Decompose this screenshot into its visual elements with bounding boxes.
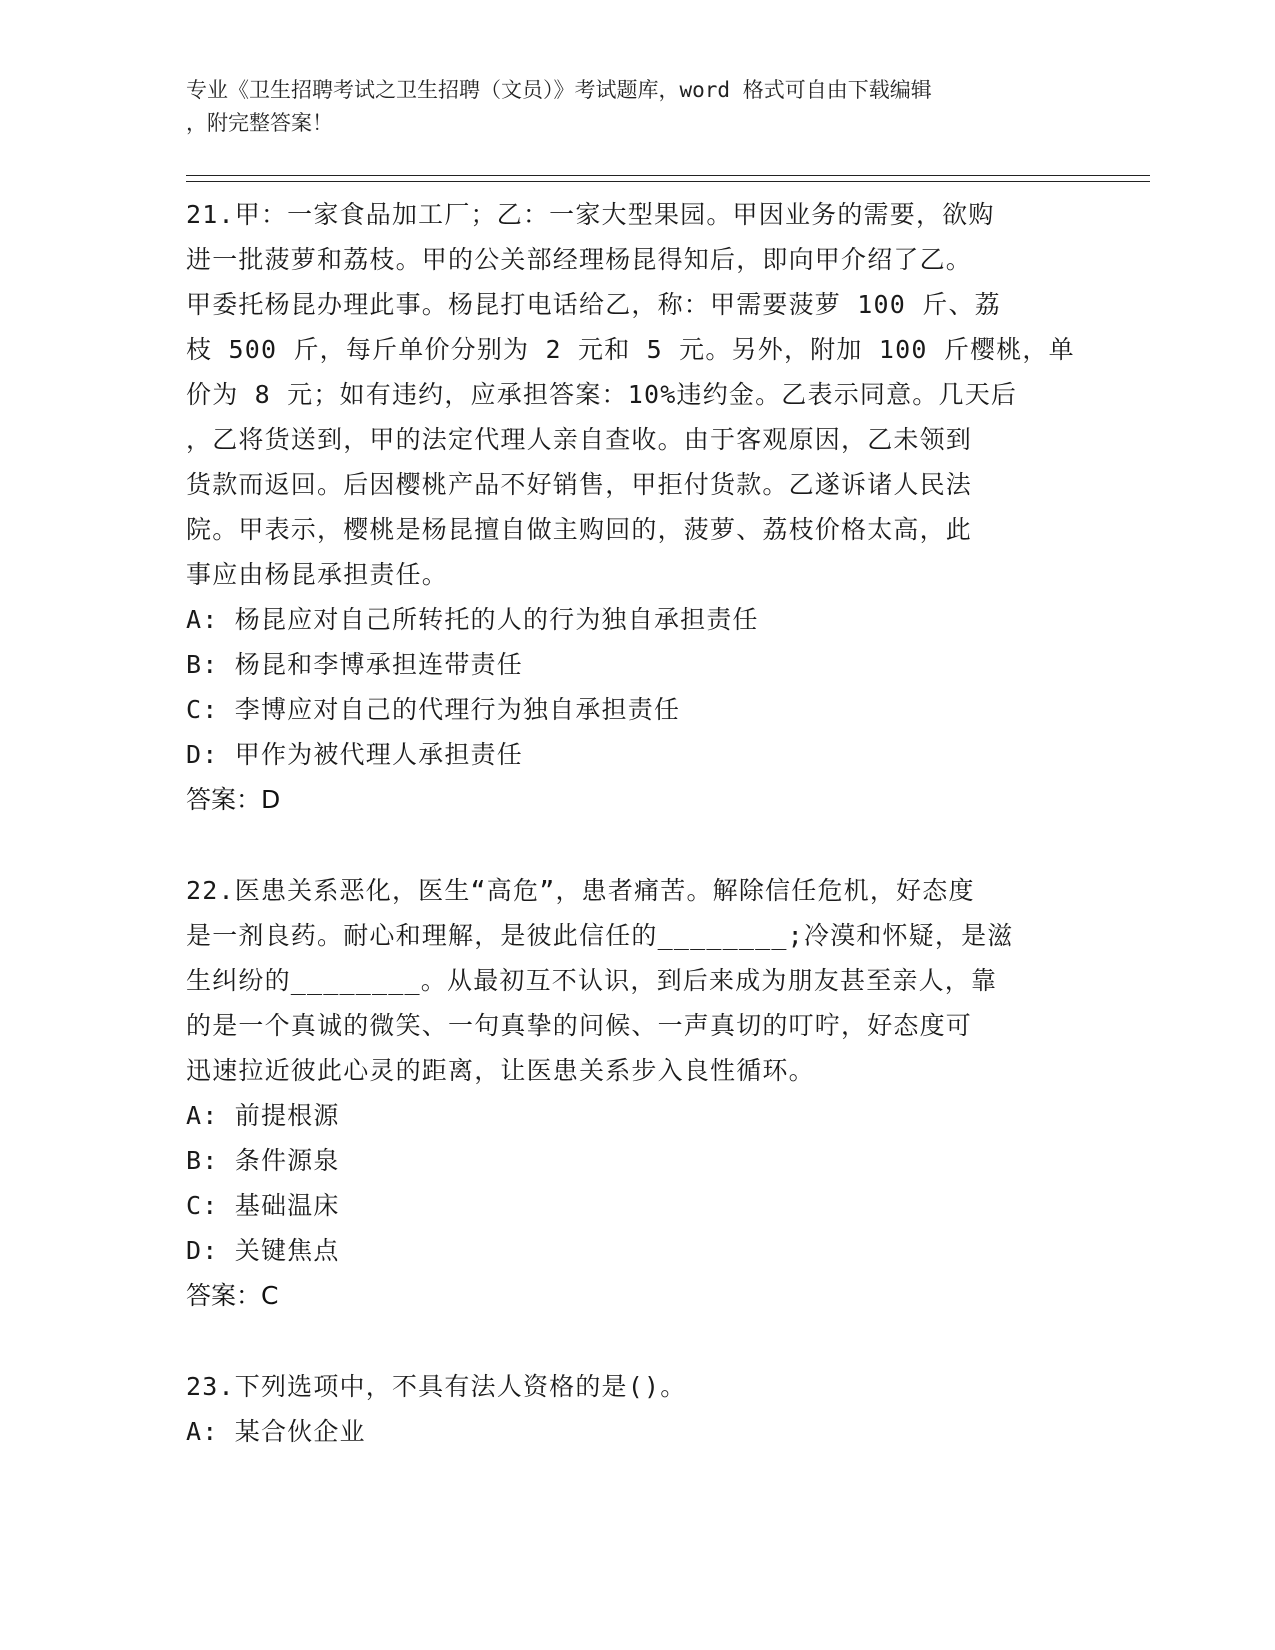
question-text-line: 枝 500 斤，每斤单价分别为 2 元和 5 元。另外，附加 100 斤樱桃，单 (186, 335, 1075, 364)
answer-line: 答案：C (186, 1281, 279, 1310)
question-22 (186, 868, 1066, 1318)
question-text-line: 货款而返回。后因樱桃产品不好销售，甲拒付货款。乙遂诉诸人民法 (186, 470, 973, 499)
option-b: B: 条件源泉 (186, 1146, 340, 1175)
question-text-line: 是一剂良药。耐心和理解，是彼此信任的________;冷漠和怀疑，是滋 (186, 921, 1014, 950)
question-text-line: 价为 8 元；如有违约，应承担答案：10%违约金。乙表示同意。几天后 (186, 380, 1018, 409)
answer-line: 答案：D (186, 785, 281, 814)
header-rule-top (186, 175, 1150, 176)
option-d: D: 甲作为被代理人承担责任 (186, 740, 523, 769)
option-b: B: 杨昆和李博承担连带责任 (186, 650, 523, 679)
header-line-1: 专业《卫生招聘考试之卫生招聘（文员）》考试题库，word 格式可自由下载编辑 (186, 78, 932, 102)
question-list (186, 192, 1075, 1454)
question-text-line: 甲委托杨昆办理此事。杨昆打电话给乙，称：甲需要菠萝 100 斤、荔 (186, 290, 1001, 319)
header-rule-bottom (186, 181, 1150, 182)
document-header (186, 74, 1086, 140)
option-a: A: 某合伙企业 (186, 1417, 366, 1446)
question-text-line: 的是一个真诚的微笑、一句真挚的问候、一声真切的叮咛，好态度可 (186, 1011, 973, 1040)
question-21 (186, 192, 1075, 822)
question-23 (186, 1364, 1066, 1454)
header-line-2: ，附完整答案！ (186, 111, 333, 135)
question-text-line: 迅速拉近彼此心灵的距离，让医患关系步入良性循环。 (186, 1056, 815, 1085)
option-a: A: 前提根源 (186, 1101, 340, 1130)
option-c: C: 李博应对自己的代理行为独自承担责任 (186, 695, 681, 724)
question-text-line: 22.医患关系恶化，医生“高危”，患者痛苦。解除信任危机，好态度 (186, 876, 975, 905)
option-c: C: 基础温床 (186, 1191, 340, 1220)
question-text-line: 生纠纷的________。从最初互不认识，到后来成为朋友甚至亲人，靠 (186, 966, 998, 995)
question-text-line: ，乙将货送到，甲的法定代理人亲自查收。由于客观原因，乙未领到 (186, 425, 973, 454)
question-text-line: 事应由杨昆承担责任。 (186, 560, 449, 589)
question-text-line: 23.下列选项中，不具有法人资格的是()。 (186, 1372, 687, 1401)
question-text-line: 21.甲：一家食品加工厂；乙：一家大型果园。甲因业务的需要，欲购 (186, 200, 995, 229)
option-d: D: 关键焦点 (186, 1236, 340, 1265)
option-a: A: 杨昆应对自己所转托的人的行为独自承担责任 (186, 605, 759, 634)
question-text-line: 院。甲表示，樱桃是杨昆擅自做主购回的，菠萝、荔枝价格太高，此 (186, 515, 973, 544)
question-text-line: 进一批菠萝和荔枝。甲的公关部经理杨昆得知后，即向甲介绍了乙。 (186, 245, 973, 274)
